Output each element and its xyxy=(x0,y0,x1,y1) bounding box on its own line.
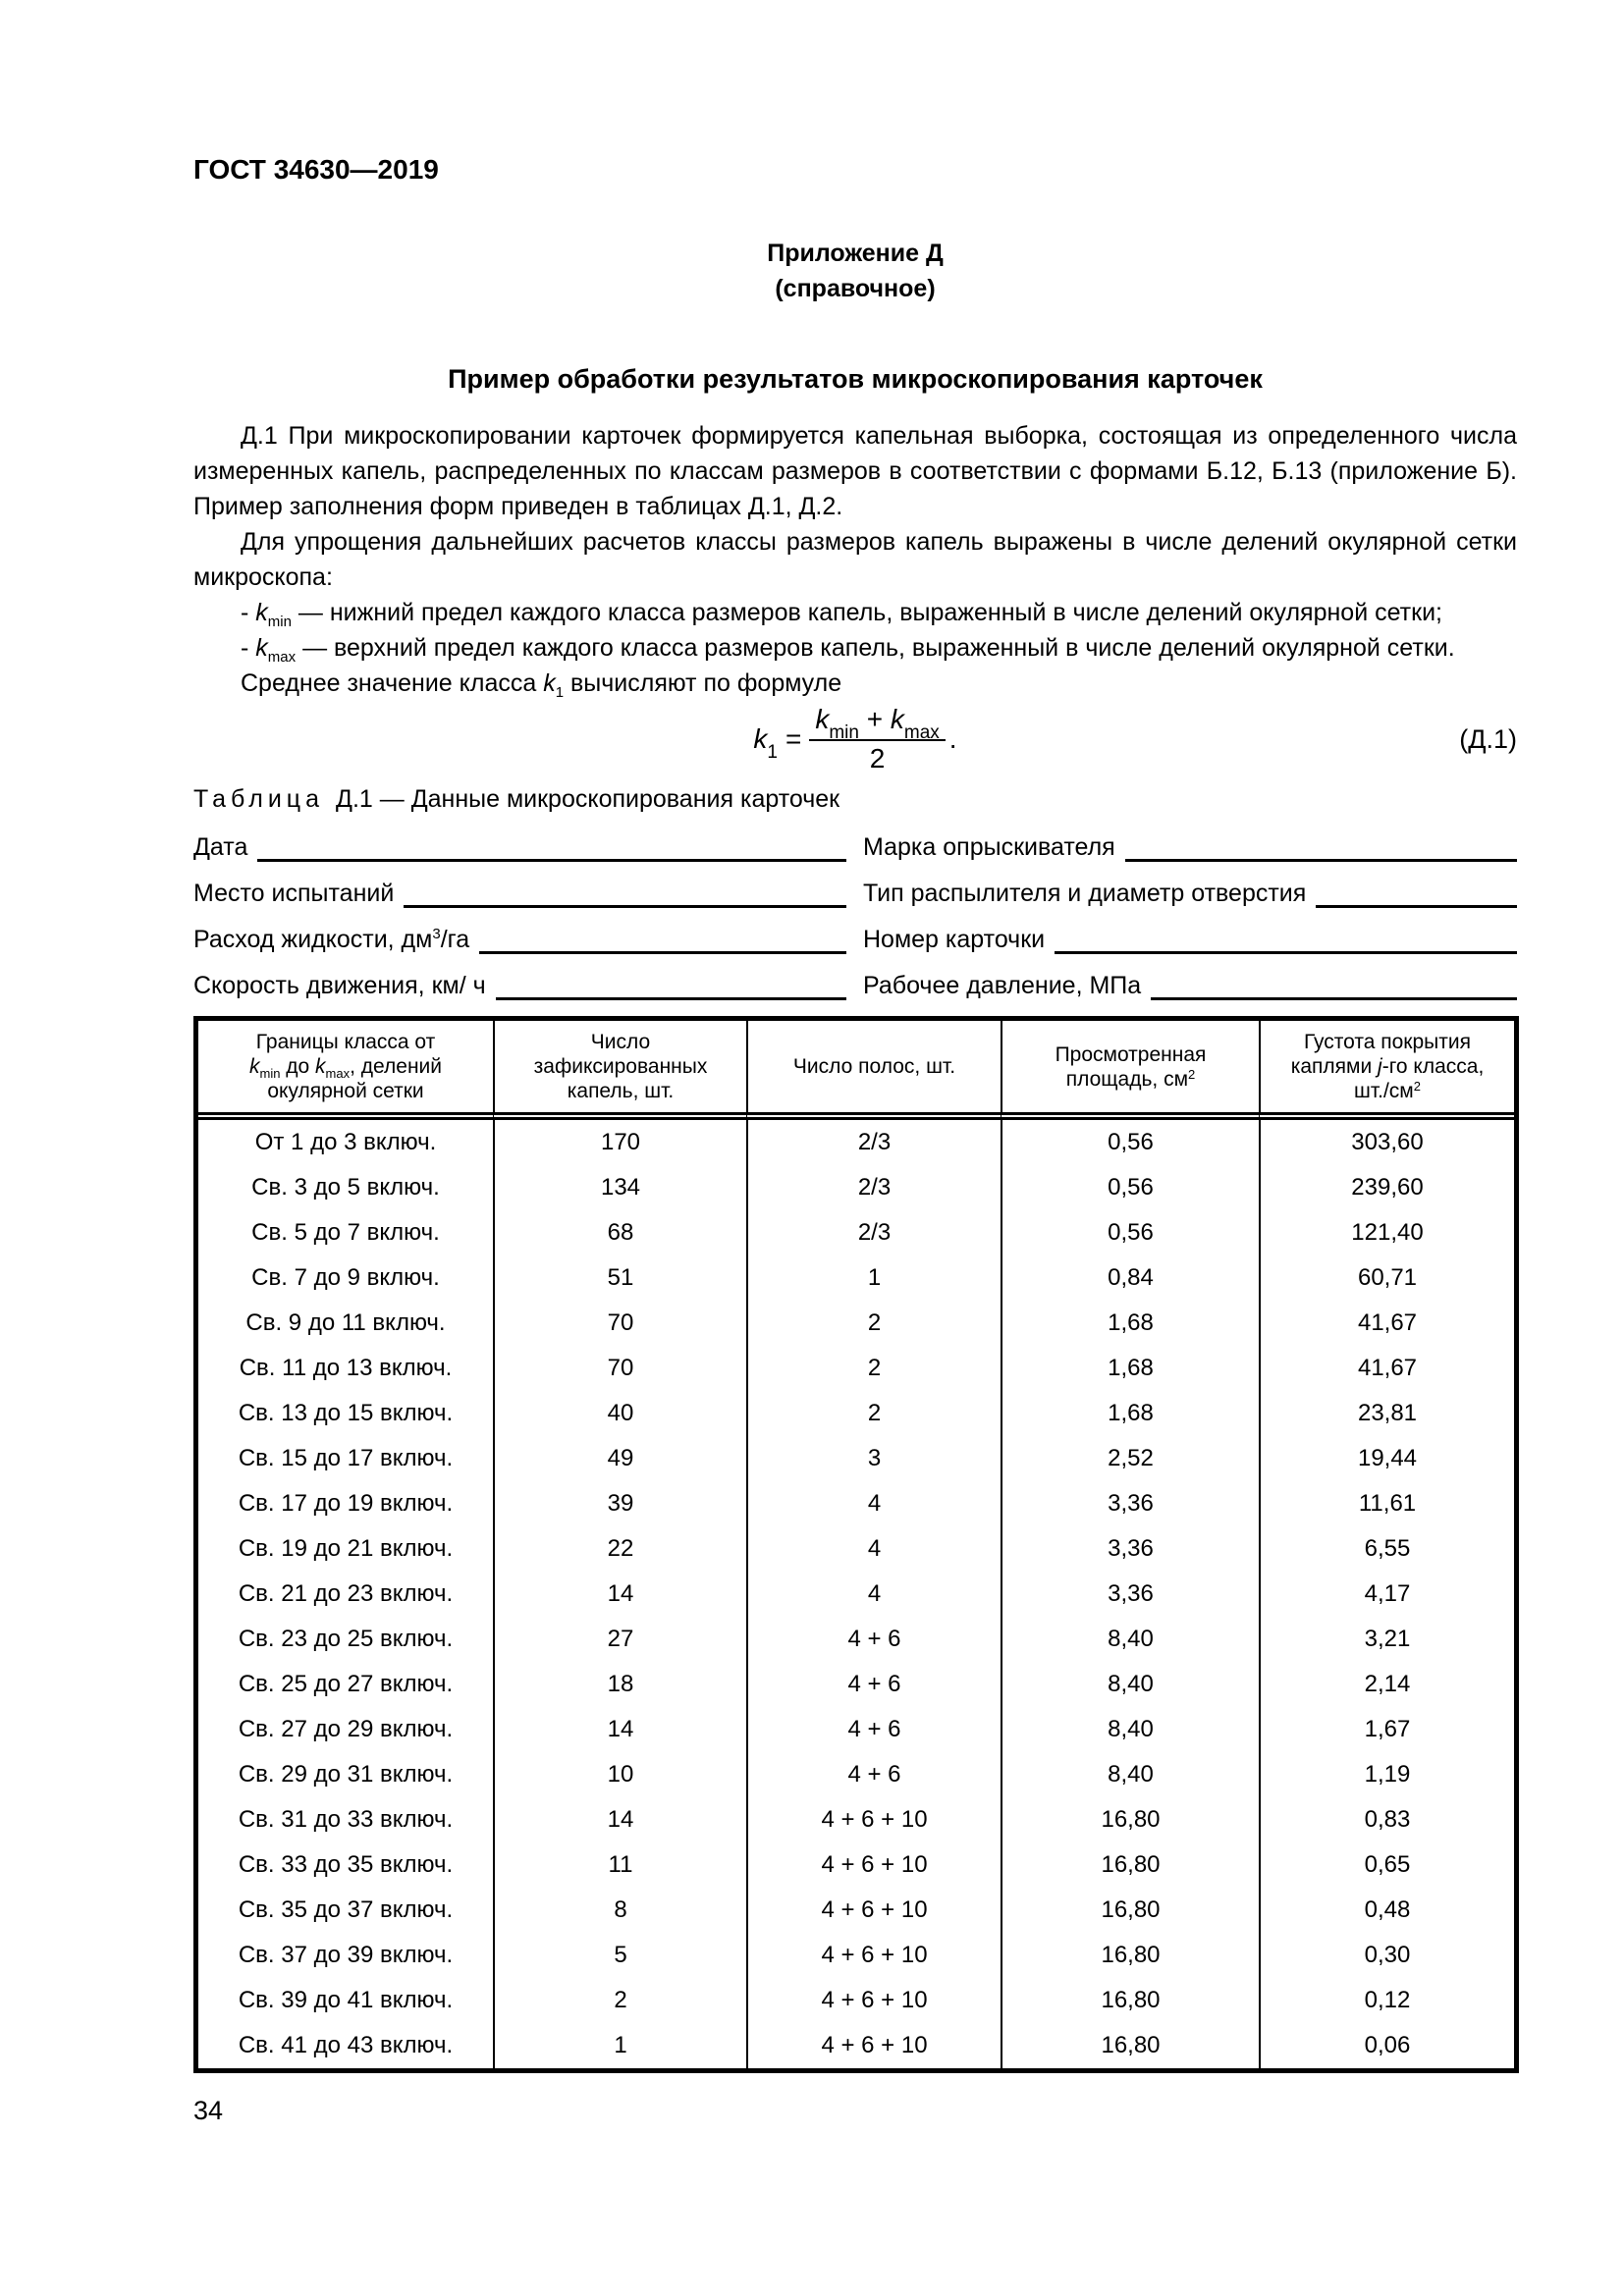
table-cell: 2,14 xyxy=(1259,1662,1514,1707)
table-cell: 0,06 xyxy=(1259,2023,1514,2068)
table-cell: 0,56 xyxy=(1001,1120,1259,1165)
table-cell: Св. 23 до 25 включ. xyxy=(238,1626,454,1652)
blank-line xyxy=(496,997,846,1000)
table-cell: 60,71 xyxy=(1259,1255,1514,1301)
table-cell: Св. 7 до 9 включ. xyxy=(251,1264,440,1291)
table-cell: 16,80 xyxy=(1001,1933,1259,1978)
blank-line xyxy=(257,859,846,862)
table-cell: 18 xyxy=(493,1662,746,1707)
table-cell: 2 xyxy=(746,1391,1001,1436)
table-caption: Таблица Д.1 — Данные микроскопирования карточек xyxy=(193,785,840,813)
table-cell: 4 xyxy=(746,1481,1001,1526)
table-cell: Св. 15 до 17 включ. xyxy=(238,1445,454,1471)
table-header-row xyxy=(198,1021,1514,1120)
table-row xyxy=(198,1346,1514,1391)
col-class-bounds: Границы класса от $k_{min}$ до $k_{max}$, делений окулярной сетки xyxy=(198,1021,493,1120)
table-cell: 41,67 xyxy=(1259,1301,1514,1346)
table-cell: 2 xyxy=(493,1978,746,2023)
table-row xyxy=(198,1933,1514,1978)
table-cell: 51 xyxy=(493,1255,746,1301)
formula-number: (Д.1) xyxy=(1459,724,1517,754)
field-label: Номер карточки xyxy=(863,926,1046,953)
table-cell: 4 + 6 xyxy=(746,1707,1001,1752)
table-cell: 70 xyxy=(493,1346,746,1391)
col-viewed-area: Просмотренная площадь, $см^2$ xyxy=(1001,1021,1259,1120)
table-cell: 3,36 xyxy=(1001,1572,1259,1617)
table-cell: 2 xyxy=(746,1301,1001,1346)
table-cell: 1,68 xyxy=(1001,1391,1259,1436)
table-cell: 8,40 xyxy=(1001,1752,1259,1797)
table-cell: 14 xyxy=(493,1572,746,1617)
table-row xyxy=(198,1707,1514,1752)
table-row xyxy=(198,1481,1514,1526)
table-cell: 3,36 xyxy=(1001,1481,1259,1526)
table-cell: Св. 33 до 35 включ. xyxy=(238,1851,454,1878)
table-cell: 16,80 xyxy=(1001,1842,1259,1888)
table-cell: 23,81 xyxy=(1259,1391,1514,1436)
table-cell: 16,80 xyxy=(1001,2023,1259,2068)
formula-d1 xyxy=(193,705,1517,774)
form-field-liquid-rate xyxy=(193,911,846,957)
table-cell: 16,80 xyxy=(1001,1978,1259,2023)
table-cell: 1 xyxy=(493,2023,746,2068)
table-cell: 16,80 xyxy=(1001,1888,1259,1933)
table-cell: 4 + 6 + 10 xyxy=(746,1978,1001,2023)
table-cell: 2/3 xyxy=(746,1120,1001,1165)
table-cell: 4 + 6 xyxy=(746,1617,1001,1662)
table-row xyxy=(198,1842,1514,1888)
form-row xyxy=(193,957,1517,1003)
field-label: Дата xyxy=(193,833,248,861)
form-row xyxy=(193,819,1517,865)
blank-line xyxy=(404,905,846,908)
table-cell: 2,52 xyxy=(1001,1436,1259,1481)
table-row xyxy=(198,1210,1514,1255)
field-label: Скорость движения, км/ ч xyxy=(193,972,486,999)
table-cell: 14 xyxy=(493,1797,746,1842)
table-cell: 121,40 xyxy=(1259,1210,1514,1255)
table-cell: 134 xyxy=(493,1165,746,1210)
table-cell: 8,40 xyxy=(1001,1707,1259,1752)
table-cell: 0,84 xyxy=(1001,1255,1259,1301)
table-cell: 4 + 6 + 10 xyxy=(746,1933,1001,1978)
table-cell: 1,68 xyxy=(1001,1301,1259,1346)
table-cell: 3,36 xyxy=(1001,1526,1259,1572)
table-cell: Св. 25 до 27 включ. xyxy=(238,1671,454,1697)
table-cell: Св. 29 до 31 включ. xyxy=(238,1761,454,1788)
table-row xyxy=(198,1797,1514,1842)
table-cell: Св. 3 до 5 включ. xyxy=(251,1174,440,1201)
table-cell: 11 xyxy=(493,1842,746,1888)
bullet-kmin: - $k_{min}$ — нижний предел каждого класса размеров капель, выраженный в числе делений окулярной сетки; xyxy=(241,599,1442,630)
section-title: Пример обработки результатов микроскопирования карточек xyxy=(448,364,1263,394)
table-cell: 2/3 xyxy=(746,1165,1001,1210)
table-cell: 4 + 6 + 10 xyxy=(746,1888,1001,1933)
table-cell: Св. 35 до 37 включ. xyxy=(238,1896,454,1923)
table-cell: 41,67 xyxy=(1259,1346,1514,1391)
form-field-card-number xyxy=(863,911,1517,957)
table-cell: 16,80 xyxy=(1001,1797,1259,1842)
paragraph-intro: Для упрощения дальнейших расчетов классы размеров капель выражены в числе делений окулярной сетки микроскопа: xyxy=(193,528,1517,591)
doc-number: ГОСТ 34630—2019 xyxy=(193,154,439,185)
table-cell: 70 xyxy=(493,1301,746,1346)
bullet-kmax: - $k_{max}$ — верхний предел каждого класса размеров капель, выраженный в числе делений окулярной сетки. xyxy=(241,634,1455,666)
table-cell: Св. 11 до 13 включ. xyxy=(239,1355,453,1381)
table-cell: Св. 39 до 41 включ. xyxy=(238,1987,454,2013)
table-cell: 14 xyxy=(493,1707,746,1752)
form-field-pressure xyxy=(863,957,1517,1003)
table-row xyxy=(198,1572,1514,1617)
table-cell: 1,68 xyxy=(1001,1346,1259,1391)
table-cell: Св. 37 до 39 включ. xyxy=(238,1942,454,1968)
table-cell: 170 xyxy=(493,1120,746,1165)
paragraph-mean-value: Среднее значение класса $k_1$ вычисляют по формуле xyxy=(241,669,842,701)
form-field-nozzle-type xyxy=(863,865,1517,911)
table-cell: Св. 5 до 7 включ. xyxy=(251,1219,440,1246)
col-strip-count: Число полос, шт. xyxy=(746,1021,1001,1120)
table-cell: 0,12 xyxy=(1259,1978,1514,2023)
table-row xyxy=(198,1436,1514,1481)
table-row xyxy=(198,2023,1514,2068)
col-drop-count: Число зафиксированных капель, шт. xyxy=(493,1021,746,1120)
table-cell: Св. 27 до 29 включ. xyxy=(238,1716,454,1742)
table-body xyxy=(198,1120,1514,2068)
field-label: Марка опрыскивателя xyxy=(863,833,1115,861)
table-row xyxy=(198,1120,1514,1165)
blank-line xyxy=(1055,951,1517,954)
form-fields xyxy=(193,819,1517,1003)
table-cell: 0,48 xyxy=(1259,1888,1514,1933)
table-row xyxy=(198,1255,1514,1301)
table-cell: 19,44 xyxy=(1259,1436,1514,1481)
table-cell: 11,61 xyxy=(1259,1481,1514,1526)
field-label: Тип распылителя и диаметр отверстия xyxy=(863,880,1307,907)
table-cell: 4 xyxy=(746,1572,1001,1617)
table-cell: 4 + 6 + 10 xyxy=(746,2023,1001,2068)
table-cell: 1,19 xyxy=(1259,1752,1514,1797)
table-cell: 22 xyxy=(493,1526,746,1572)
blank-line xyxy=(1316,905,1517,908)
table-row xyxy=(198,1752,1514,1797)
table-cell: 4 + 6 xyxy=(746,1752,1001,1797)
table-cell: 0,56 xyxy=(1001,1210,1259,1255)
table-cell: 0,56 xyxy=(1001,1165,1259,1210)
table-cell: Св. 9 до 11 включ. xyxy=(245,1309,446,1336)
table-cell: 4 xyxy=(746,1526,1001,1572)
table-cell: 0,65 xyxy=(1259,1842,1514,1888)
table-cell: 39 xyxy=(493,1481,746,1526)
table-cell: Св. 19 до 21 включ. xyxy=(238,1535,454,1562)
table-row xyxy=(198,1301,1514,1346)
table-cell: 8 xyxy=(493,1888,746,1933)
table-cell: 5 xyxy=(493,1933,746,1978)
table-cell: 8,40 xyxy=(1001,1662,1259,1707)
table-cell: Св. 31 до 33 включ. xyxy=(238,1806,454,1833)
form-field-test-location xyxy=(193,865,846,911)
table-cell: 2 xyxy=(746,1346,1001,1391)
col-coverage-density: Густота покрытия каплями j-го класса, $шт./см^2$ xyxy=(1259,1021,1514,1120)
fraction: $\frac{k_{min} + k_{max}}{2}$ xyxy=(809,705,945,774)
table-cell: 4 + 6 xyxy=(746,1662,1001,1707)
table-cell: 3,21 xyxy=(1259,1617,1514,1662)
paragraph-d1: Д.1 При микроскопировании карточек формируется капельная выборка, состоящая из определенного числа измеренных капель, распределенных по классам размеров в соответствии с формами Б.12, Б.13 (приложение Б). Пример заполнения форм приведен в таблицах Д.1, Д.2. xyxy=(193,422,1517,520)
table-cell: 1 xyxy=(746,1255,1001,1301)
field-label: Рабочее давление, МПа xyxy=(863,972,1142,999)
table-cell: 10 xyxy=(493,1752,746,1797)
annex-type: (справочное) xyxy=(775,275,936,302)
table-cell: 27 xyxy=(493,1617,746,1662)
table-cell: 0,30 xyxy=(1259,1933,1514,1978)
table-cell: 4 + 6 + 10 xyxy=(746,1797,1001,1842)
table-row xyxy=(198,1978,1514,2023)
table-cell: 0,83 xyxy=(1259,1797,1514,1842)
table-cell: 4 + 6 + 10 xyxy=(746,1842,1001,1888)
table-cell: 3 xyxy=(746,1436,1001,1481)
table-row xyxy=(198,1888,1514,1933)
table-row xyxy=(198,1165,1514,1210)
formula-expression: $k_1$ = $\frac{k_{min} + k_{max}}{2}$ . xyxy=(753,704,957,774)
blank-line xyxy=(1125,859,1517,862)
table-row xyxy=(198,1662,1514,1707)
table-cell: 8,40 xyxy=(1001,1617,1259,1662)
form-row xyxy=(193,865,1517,911)
table-cell: 4,17 xyxy=(1259,1572,1514,1617)
field-label: Место испытаний xyxy=(193,880,395,907)
form-row xyxy=(193,911,1517,957)
table-cell: 239,60 xyxy=(1259,1165,1514,1210)
form-field-sprayer-brand xyxy=(863,819,1517,865)
data-table xyxy=(193,1016,1519,2073)
table-cell: 1,67 xyxy=(1259,1707,1514,1752)
annex-name: Приложение Д xyxy=(767,240,944,267)
table-cell: Св. 13 до 15 включ. xyxy=(238,1400,454,1426)
table-cell: Св. 41 до 43 включ. xyxy=(238,2032,454,2058)
table-cell: 49 xyxy=(493,1436,746,1481)
table-row xyxy=(198,1617,1514,1662)
blank-line xyxy=(479,951,846,954)
table-cell: Св. 17 до 19 включ. xyxy=(238,1490,454,1517)
page-number: 34 xyxy=(193,2096,224,2125)
form-field-speed xyxy=(193,957,846,1003)
table-cell: 2/3 xyxy=(746,1210,1001,1255)
form-field-date xyxy=(193,819,846,865)
field-label: Расход жидкости, $дм^3/га$ xyxy=(193,926,470,953)
table-cell: 303,60 xyxy=(1259,1120,1514,1165)
table-cell: 68 xyxy=(493,1210,746,1255)
table-row xyxy=(198,1526,1514,1572)
table-cell: От 1 до 3 включ. xyxy=(254,1129,437,1155)
table-cell: 40 xyxy=(493,1391,746,1436)
table-cell: 6,55 xyxy=(1259,1526,1514,1572)
table-cell: Св. 21 до 23 включ. xyxy=(238,1580,454,1607)
blank-line xyxy=(1151,997,1517,1000)
table-row xyxy=(198,1391,1514,1436)
